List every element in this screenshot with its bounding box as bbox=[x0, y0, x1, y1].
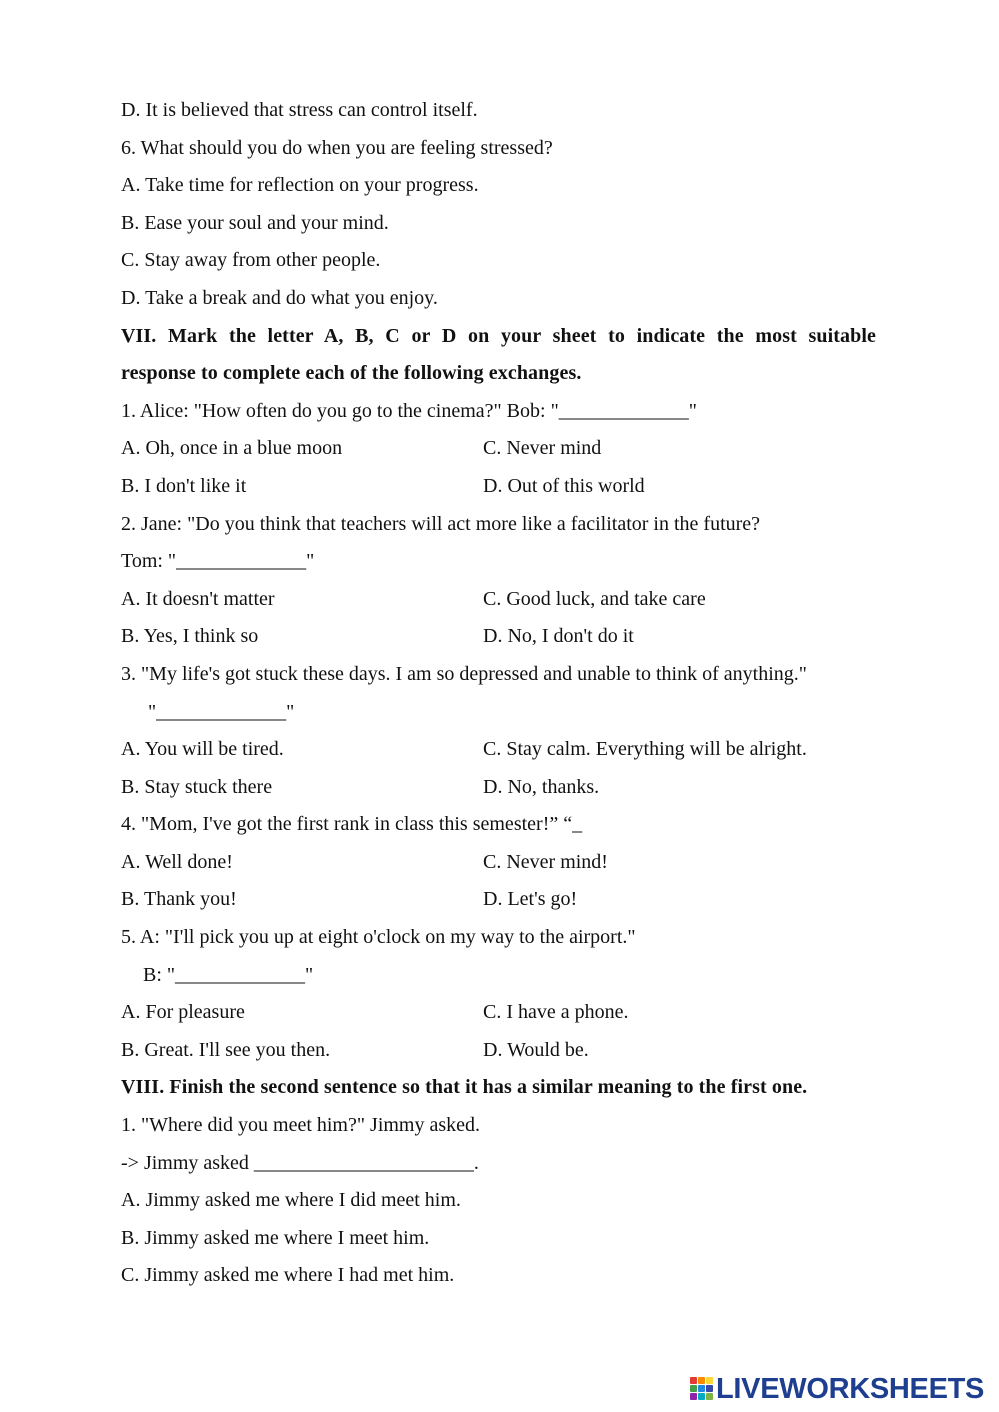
s7-q2-response: Tom: "_____________" bbox=[121, 550, 315, 573]
s7-q5-option-a: A. For pleasure bbox=[121, 1001, 245, 1024]
s7-q2-options-row1 bbox=[121, 581, 876, 619]
s7-q4-option-d: D. Let's go! bbox=[483, 888, 578, 911]
s7-q5-option-d: D. Would be. bbox=[483, 1038, 589, 1061]
q6-option-b: B. Ease your soul and your mind. bbox=[121, 211, 389, 234]
logo-square bbox=[698, 1385, 705, 1392]
s7-q1-options-row1 bbox=[121, 430, 876, 468]
s7-q5-option-b: B. Great. I'll see you then. bbox=[121, 1038, 331, 1061]
q6-option-d: D. Take a break and do what you enjoy. bbox=[121, 286, 438, 309]
logo-text: LIVEWORKSHEETS bbox=[716, 1372, 985, 1405]
s7-q3-option-a: A. You will be tired. bbox=[121, 738, 284, 761]
q6-question: 6. What should you do when you are feeling stressed? bbox=[121, 136, 553, 159]
s7-q1-question: 1. Alice: "How often do you go to the cinema?" Bob: "_____________" bbox=[121, 399, 697, 422]
s7-q5-options-row2 bbox=[121, 1032, 876, 1070]
s7-q3-question: 3. "My life's got stuck these days. I am so depressed and unable to think of anything." bbox=[121, 662, 807, 685]
s7-q3-response: "_____________" bbox=[148, 700, 295, 723]
s8-q1-option-b: B. Jimmy asked me where I meet him. bbox=[121, 1226, 430, 1249]
s7-q4-question: 4. "Mom, I've got the first rank in class this semester!” “_ bbox=[121, 813, 583, 836]
s7-q1-option-c: C. Never mind bbox=[483, 437, 602, 460]
s7-q2-option-c: C. Good luck, and take care bbox=[483, 587, 706, 610]
s7-q4-option-c: C. Never mind! bbox=[483, 850, 608, 873]
s7-q1-option-a: A. Oh, once in a blue moon bbox=[121, 437, 343, 460]
q5-option-d: D. It is believed that stress can control itself. bbox=[121, 99, 478, 121]
s7-q3-option-c: C. Stay calm. Everything will be alright. bbox=[483, 738, 807, 761]
logo-mark-icon bbox=[690, 1377, 712, 1401]
s7-q3-option-b: B. Stay stuck there bbox=[121, 775, 273, 798]
s7-q4-option-b: B. Thank you! bbox=[121, 888, 237, 911]
s7-q4-option-a: A. Well done! bbox=[121, 850, 233, 873]
s7-q4-options-row2 bbox=[121, 881, 876, 919]
s8-q1-question: 1. "Where did you meet him?" Jimmy asked. bbox=[121, 1114, 481, 1137]
logo-square bbox=[706, 1393, 713, 1400]
section8-heading: VIII. Finish the second sentence so that it has a similar meaning to the first one. bbox=[121, 1076, 808, 1099]
s7-q2-options-row2 bbox=[121, 618, 876, 656]
s7-q2-option-a: A. It doesn't matter bbox=[121, 587, 275, 610]
logo-square bbox=[690, 1377, 697, 1384]
s7-q3-option-d: D. No, thanks. bbox=[483, 775, 600, 798]
s7-q5-question: 5. A: "I'll pick you up at eight o'clock on my way to the airport." bbox=[121, 926, 636, 949]
s7-q2-option-b: B. Yes, I think so bbox=[121, 625, 259, 648]
s7-q5-option-c: C. I have a phone. bbox=[483, 1001, 629, 1024]
s7-q2-option-d: D. No, I don't do it bbox=[483, 625, 634, 648]
logo-square bbox=[698, 1377, 705, 1384]
s7-q2-question: 2. Jane: "Do you think that teachers will act more like a facilitator in the future? bbox=[121, 512, 761, 535]
s7-q1-option-b: B. I don't like it bbox=[121, 474, 247, 497]
s7-q5-options-row1 bbox=[121, 994, 876, 1032]
logo-square bbox=[706, 1377, 713, 1384]
s8-q1-option-c: C. Jimmy asked me where I had met him. bbox=[121, 1264, 455, 1287]
section7-heading-line2: response to complete each of the following exchanges. bbox=[121, 362, 582, 385]
q6-option-c: C. Stay away from other people. bbox=[121, 249, 381, 272]
s7-q5-response: B: "_____________" bbox=[143, 963, 314, 986]
s8-q1-prompt: -> Jimmy asked ______________________. bbox=[121, 1151, 479, 1174]
s8-q1-option-a: A. Jimmy asked me where I did meet him. bbox=[121, 1189, 461, 1212]
logo-square bbox=[690, 1393, 697, 1400]
s7-q3-options-row1 bbox=[121, 731, 876, 769]
s7-q3-options-row2 bbox=[121, 769, 876, 807]
s7-q1-option-d: D. Out of this world bbox=[483, 474, 645, 497]
logo-square bbox=[706, 1385, 713, 1392]
s7-q4-options-row1 bbox=[121, 844, 876, 882]
section7-heading-line1: VII. Mark the letter A, B, C or D on your sheet to indicate the most suitable bbox=[121, 324, 876, 347]
logo-square bbox=[698, 1393, 705, 1400]
s7-q1-options-row2 bbox=[121, 468, 876, 506]
q6-option-a: A. Take time for reflection on your progress. bbox=[121, 174, 479, 197]
worksheet-page bbox=[121, 92, 876, 1295]
liveworksheets-logo[interactable] bbox=[690, 1372, 984, 1406]
logo-square bbox=[690, 1385, 697, 1392]
